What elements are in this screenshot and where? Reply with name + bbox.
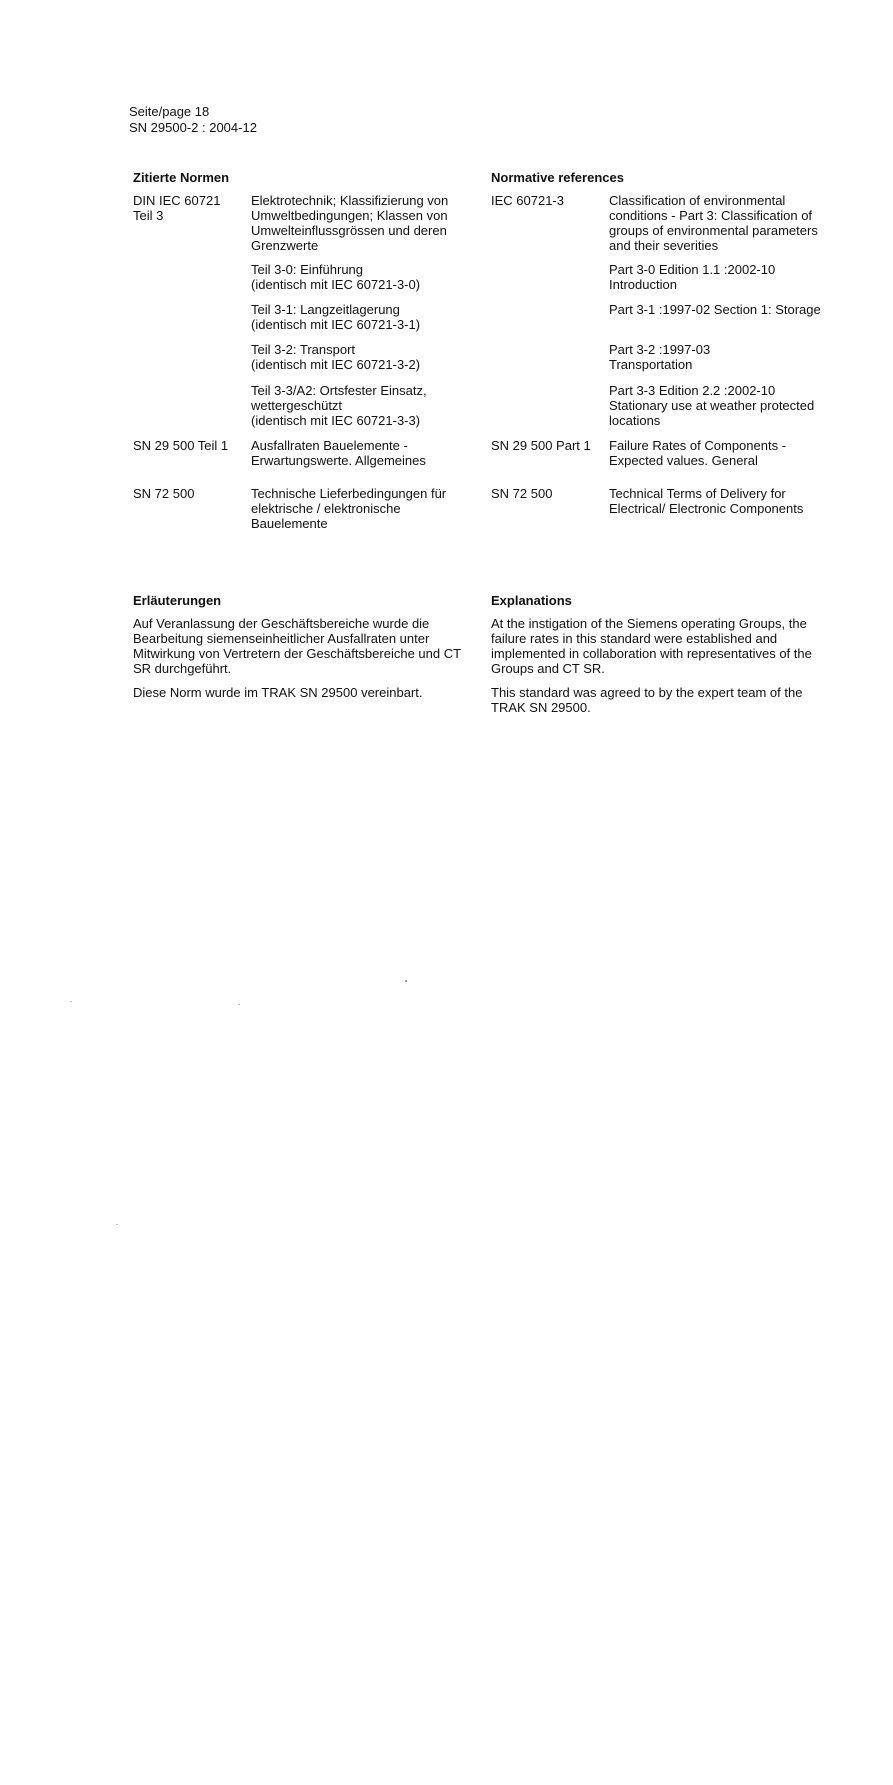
reference-description: Teil 3-1: Langzeitlagerung (identisch mit IEC 60721-3-1) bbox=[251, 302, 421, 332]
normative-references-en bbox=[491, 170, 841, 516]
agreement-paragraph: This standard was agreed to by the expert team of the TRAK SN 29500. bbox=[491, 685, 803, 715]
reference-code: IEC 60721-3 bbox=[491, 193, 564, 208]
reference-code: SN 72 500 bbox=[491, 486, 553, 501]
reference-code: SN 29 500 Part 1 bbox=[491, 438, 591, 453]
scan-speck bbox=[116, 1224, 118, 1225]
reference-description: Technical Terms of Delivery for Electrical/ Electronic Components bbox=[609, 486, 804, 516]
reference-description: Classification of environmental conditions - Part 3: Classification of groups of environmental parameters and their severities bbox=[609, 193, 818, 253]
agreement-paragraph: Diese Norm wurde im TRAK SN 29500 vereinbart. bbox=[133, 685, 423, 700]
explanations-de bbox=[133, 593, 471, 709]
reference-description: Teil 3-3/A2: Ortsfester Einsatz, wettergeschützt (identisch mit IEC 60721-3-3) bbox=[251, 383, 427, 428]
reference-code: DIN IEC 60721 Teil 3 bbox=[133, 193, 221, 223]
page-header bbox=[129, 104, 257, 136]
explanations-en bbox=[491, 593, 836, 724]
reference-code: SN 72 500 bbox=[133, 486, 195, 501]
explanation-paragraph: Auf Veranlassung der Geschäftsbereiche wurde die Bearbeitung siemenseinheitlicher Ausfallraten unter Mitwirkung von Vertretern der Geschäftsbereiche und CT SR durchgeführt. bbox=[133, 616, 461, 676]
reference-description: Part 3-0 Edition 1.1 :2002-10 Introduction bbox=[609, 262, 776, 292]
scan-speck bbox=[70, 1001, 72, 1002]
reference-description: Technische Lieferbedingungen für elektrische / elektronische Bauelemente bbox=[251, 486, 447, 531]
reference-description: Failure Rates of Components - Expected values. General bbox=[609, 438, 787, 468]
reference-description: Teil 3-0: Einführung (identisch mit IEC 60721-3-0) bbox=[251, 262, 421, 292]
section-title: Explanations bbox=[491, 593, 572, 608]
cited-standards-de bbox=[133, 170, 483, 531]
document-id: SN 29500-2 : 2004-12 bbox=[129, 120, 257, 135]
section-title: Erläuterungen bbox=[133, 593, 222, 608]
explanation-paragraph: At the instigation of the Siemens operating Groups, the failure rates in this standard were established and implemented in collaboration with representatives of the Groups and CT SR. bbox=[491, 616, 812, 676]
scan-speck bbox=[238, 1004, 240, 1005]
scan-speck bbox=[405, 980, 407, 982]
page-number: Seite/page 18 bbox=[129, 104, 210, 119]
reference-description: Teil 3-2: Transport (identisch mit IEC 60721-3-2) bbox=[251, 342, 421, 372]
reference-description: Part 3-1 :1997-02 Section 1: Storage bbox=[609, 302, 821, 317]
section-title: Normative references bbox=[491, 170, 624, 185]
reference-description: Part 3-2 :1997-03 Transportation bbox=[609, 342, 711, 372]
reference-description: Ausfallraten Bauelemente - Erwartungswerte. Allgemeines bbox=[251, 438, 426, 468]
reference-description: Part 3-3 Edition 2.2 :2002-10 Stationary use at weather protected locations bbox=[609, 383, 815, 428]
reference-description: Elektrotechnik; Klassifizierung von Umweltbedingungen; Klassen von Umwelteinflussgrössen und deren Grenzwerte bbox=[251, 193, 449, 253]
section-title: Zitierte Normen bbox=[133, 170, 230, 185]
reference-code: SN 29 500 Teil 1 bbox=[133, 438, 229, 453]
